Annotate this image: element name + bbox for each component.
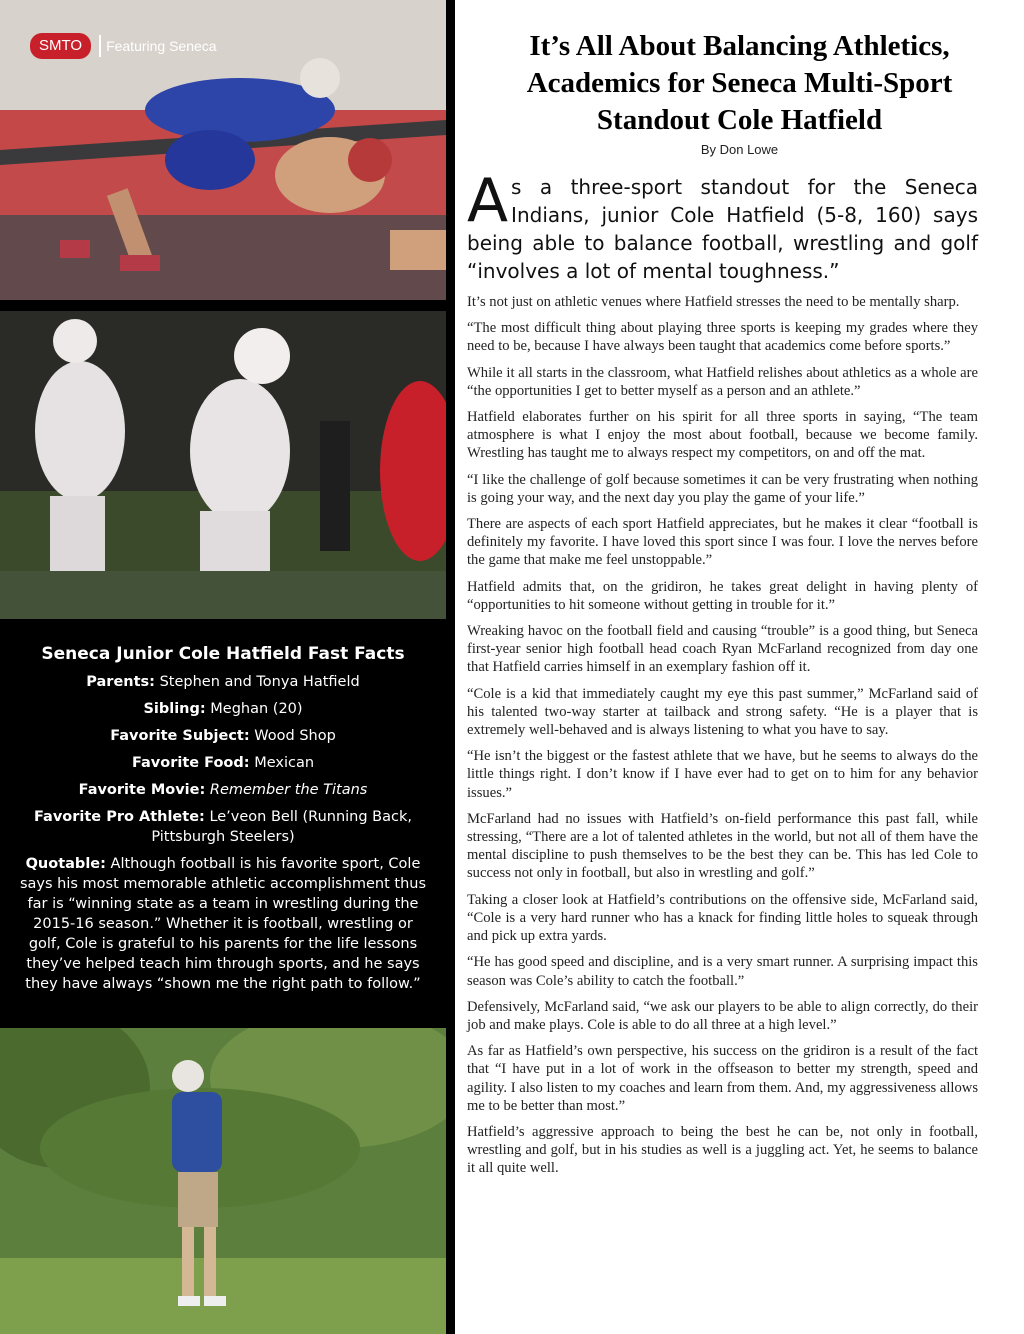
- article-paragraph: Hatfield admits that, on the gridiron, he takes great delight in having plenty of “opportunities to hit someone without getting in trouble for it.”: [467, 578, 978, 613]
- article-paragraph: Hatfield elaborates further on his spirit for all three sports in saying, “The team atmosphere is what I enjoy the most about football, because we become family. Wrestling has taught me to always respect my competitors, on and off the mat.: [467, 409, 978, 462]
- article-paragraph: Wreaking havoc on the football field and causing “trouble” is a good thing, but Seneca first-year senior high football head coach Ryan McFarland recognized from day one that Hatfield carries himself in an exemplary fashion off it.: [467, 623, 978, 676]
- article-paragraph: Hatfield’s aggressive approach to being the best he can be, not only in football, wrestling and golf, but in his studies as well is a juggling act. Yet, he seems to balance it all quite well.: [467, 1123, 978, 1177]
- fact-favorite-subject: Favorite Subject: Wood Shop: [110, 728, 336, 744]
- article-paragraph: There are aspects of each sport Hatfield appreciates, but he makes it clear “football is definitely my favorite. I have loved this sport since I was four. I love the nerves before the game that make me feel unstoppable.”: [467, 516, 978, 569]
- football-photo: [0, 311, 446, 619]
- article-body: [467, 293, 978, 1178]
- article-paragraph: “Cole is a kid that immediately caught my eye this past summer,” McFarland said of his talented two-way starter at tailback and strong safety. “He is a player that is extremely well-behaved and is always listening to what you have to say.: [467, 685, 978, 739]
- article-paragraph: “The most difficult thing about playing three sports is keeping my grades where they need to be, because I have always been taught that academics come before sports.”: [467, 320, 978, 355]
- article-paragraph: While it all starts in the classroom, what Hatfield relishes about athletics as a whole are “the opportunities I get to better myself as a person and an athlete.”: [467, 364, 978, 399]
- fact-favorite-food: Favorite Food: Mexican: [131, 755, 315, 771]
- golf-photo: [0, 1028, 446, 1334]
- fact-parents: Parents: Stephen and Tonya Hatfield: [86, 674, 360, 690]
- featuring-label: Featuring Seneca: [106, 38, 217, 54]
- article-paragraph: As far as Hatfield’s own perspective, his success on the gridiron is a result of the fact that “I have put in a lot of work in the offseason to better my strength, speed and agility. I also listen to my coaches and learn from them. And, my aggressiveness allows me to be better than most.”: [467, 1043, 978, 1114]
- fact-favorite-movie: Favorite Movie: Remember the Titans: [78, 782, 368, 798]
- smto-label: SMTO: [30, 33, 91, 59]
- article-title: It’s All About Balancing Athletics, Academics for Seneca Multi-Sport Standout Cole Hatfield: [526, 30, 953, 136]
- article-paragraph: “I like the challenge of golf because sometimes it can be very frustrating when nothing is going your way, and the next day you play the game of your life.”: [467, 471, 978, 506]
- article-paragraph: Taking a closer look at Hatfield’s contributions on the offensive side, McFarland said, “Cole is a very hard runner who has a knack for finding little holes to squeak through and pick up extra yards.: [467, 891, 978, 945]
- fact-quotable: Quotable: Although football is his favorite sport, Cole says his most memorable athletic accomplishment thus far is “winning state as a team in wrestling during the 2015-16 season.” Whether it is football, wrestling or golf, Cole is grateful to his parents for the life lessons they’ve helped teach him through sports, and he says they have always “shown me the right path to follow.”: [19, 856, 427, 992]
- badge-divider: [99, 35, 101, 57]
- article-lede: As a three-sport standout for the Seneca Indians, junior Cole Hatfield (5-8, 160) says being able to balance football, wrestling and golf “involves a lot of mental toughness.”: [467, 166, 978, 283]
- fact-favorite-pro-athlete: Favorite Pro Athlete: Le’veon Bell (Running Back, Pittsburgh Steelers): [34, 809, 412, 845]
- fast-facts-box: [0, 632, 446, 994]
- fact-sibling: Sibling: Meghan (20): [143, 701, 303, 717]
- drop-cap: A: [467, 166, 509, 236]
- article-paragraph: “He has good speed and discipline, and is a very smart runner. A surprising impact this season was Cole’s ability to catch the football.”: [467, 954, 978, 989]
- fast-facts-heading: Seneca Junior Cole Hatfield Fast Facts: [41, 644, 405, 664]
- article-paragraph: “He isn’t the biggest or the fastest athlete that we have, but he seems to always do the little things right. I don’t know if I have ever had to get on to him for any behavior issues.”: [467, 748, 978, 801]
- article-paragraph: Defensively, McFarland said, “we ask our players to be able to align correctly, do their job and make plays. Cole is able to do all three at a high level.”: [467, 998, 978, 1033]
- article-column: [455, 0, 1024, 1334]
- article-byline: By Don Lowe: [700, 142, 779, 157]
- section-badge: [30, 33, 217, 59]
- article-paragraph: It’s not just on athletic venues where Hatfield stresses the need to be mentally sharp.: [467, 294, 960, 310]
- article-paragraph: McFarland had no issues with Hatfield’s on-field performance this past fall, while stressing, “There are a lot of talented athletes in the world, but not all of them have the mental discipline to push themselves to be the best they can be. This has led Cole to success not only in football, but also in wrestling and golf.”: [467, 810, 978, 882]
- left-column: [0, 0, 446, 1334]
